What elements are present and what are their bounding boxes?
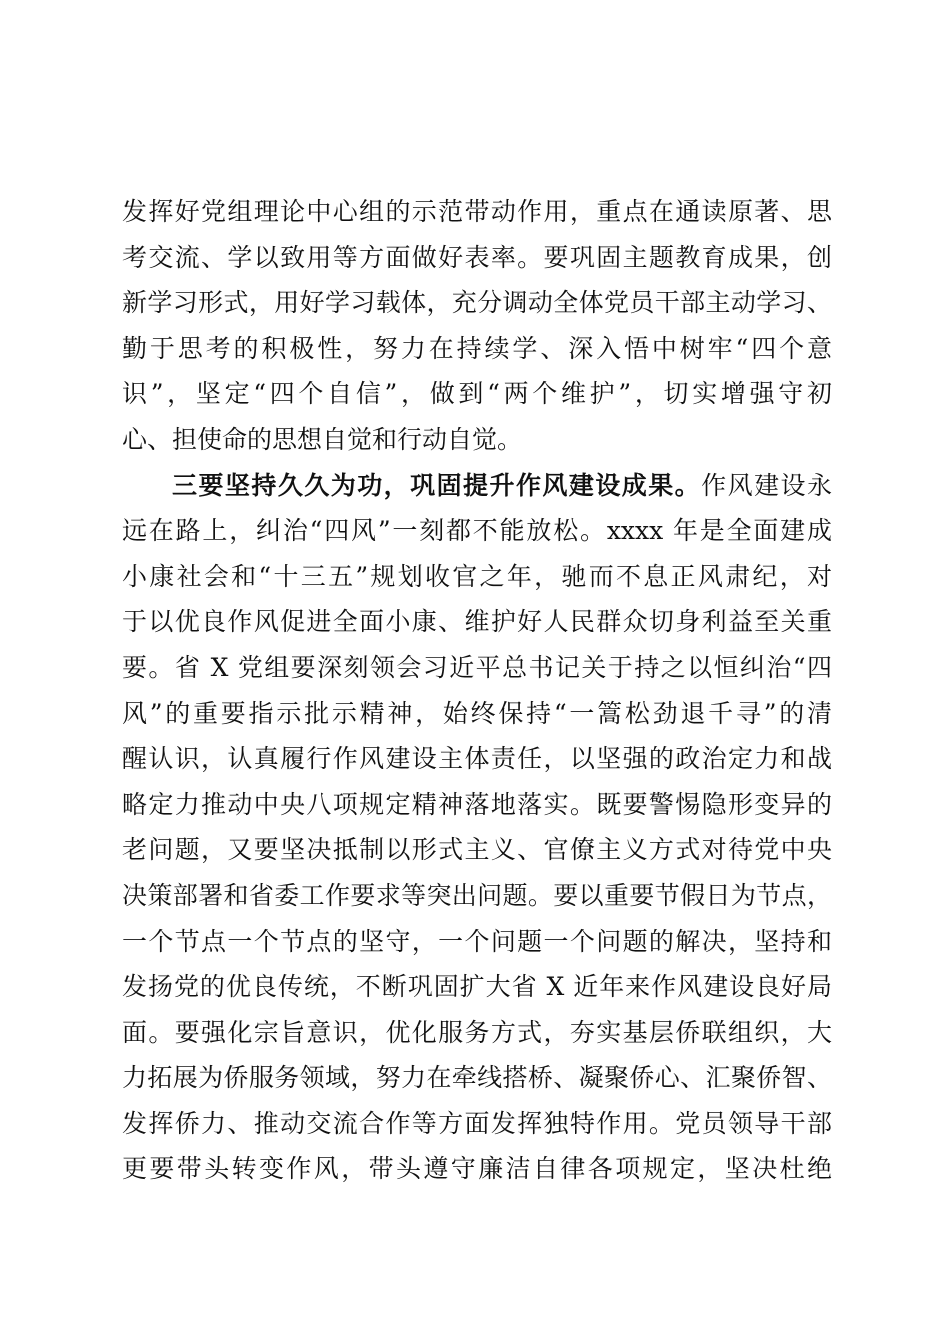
- paragraph-line: 醒认识，认真履行作风建设主体责任，以坚强的政治定力和战: [122, 744, 832, 774]
- heading-line-rest: 作风建设永: [701, 470, 832, 500]
- document-body: [122, 189, 832, 1192]
- paragraph-line: 要。省 X 党组要深刻领会习近平总书记关于持之以恒纠治“四: [122, 652, 832, 682]
- paragraph-line: 识”，坚定“四个自信”，做到“两个维护”，切实增强守初: [122, 379, 832, 409]
- paragraph-line: 略定力推动中央八项规定精神落地落实。既要警惕隐形变异的: [122, 789, 832, 819]
- paragraph-1: [122, 189, 832, 463]
- paragraph-line: 勤于思考的积极性，努力在持续学、深入悟中树牢“四个意: [122, 333, 832, 363]
- paragraph-line: 老问题，又要坚决抵制以形式主义、官僚主义方式对待党中央: [122, 835, 832, 865]
- paragraph-line: 发挥好党组理论中心组的示范带动作用，重点在通读原著、思: [122, 197, 832, 226]
- paragraph-line: 力拓展为侨服务领域，努力在牵线搭桥、凝聚侨心、汇聚侨智、: [122, 1063, 832, 1093]
- paragraph-line: 考交流、学以致用等方面做好表率。要巩固主题教育成果，创: [122, 242, 832, 272]
- paragraph-line: 面。要强化宗旨意识，优化服务方式，夯实基层侨联组织，大: [122, 1017, 832, 1047]
- paragraph-line: 远在路上，纠治“四风”一刻都不能放松。xxxx 年是全面建成: [122, 516, 832, 546]
- paragraph-2: [122, 463, 832, 1193]
- paragraph-line: 决策部署和省委工作要求等突出问题。要以重要节假日为节点，: [122, 880, 832, 910]
- paragraph-line: 发挥侨力、推动交流合作等方面发挥独特作用。党员领导干部: [122, 1108, 832, 1138]
- paragraph-line: 于以优良作风促进全面小康、维护好人民群众切身利益至关重: [122, 607, 832, 637]
- paragraph-line: 发扬党的优良传统，不断巩固扩大省 X 近年来作风建设良好局: [122, 972, 832, 1002]
- paragraph-line: 新学习形式，用好学习载体，充分调动全体党员干部主动学习、: [122, 288, 832, 318]
- section-heading: 三要坚持久久为功，巩固提升作风建设成果。: [172, 470, 702, 500]
- paragraph-first-line: [122, 463, 832, 509]
- paragraph-line: 更要带头转变作风，带头遵守廉洁自律各项规定，坚决杜绝: [122, 1154, 832, 1184]
- paragraph-line: 风”的重要指示批示精神，始终保持“一篙松劲退千寻”的清: [122, 698, 832, 728]
- paragraph-line: 一个节点一个节点的坚守，一个问题一个问题的解决，坚持和: [122, 926, 832, 956]
- paragraph-line: 小康社会和“十三五”规划收官之年，驰而不息正风肃纪，对: [122, 561, 832, 591]
- paragraph-line: 心、担使命的思想自觉和行动自觉。: [122, 424, 523, 454]
